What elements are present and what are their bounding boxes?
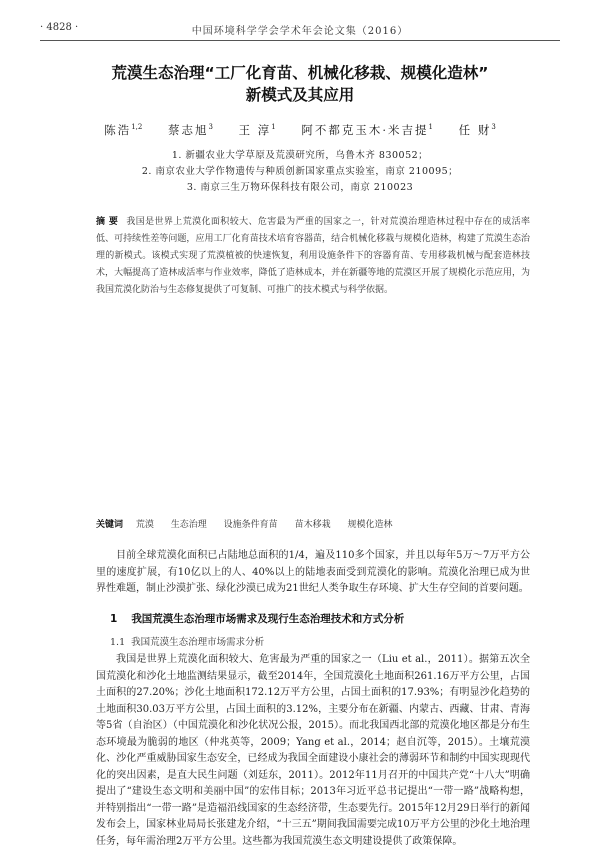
body-paragraph: 我国是世界上荒漠化面积较大、危害最为严重的国家之一（Liu et al.，2011）。据第五次全国荒漠化和沙化土地监测结果显示，截至2014年，全国荒漠化土地面积261.16万平方公里，占国土面积的27.20%；沙化土地面积172.12万平方公里，占国土面积的17.93%；有明显沙化趋势的土地面积30.03万平方公里，占国土面积的3.12%，主要分布在新疆、内蒙古、西藏、甘肃、青海等5省（自治区）（中国荒漠化和沙化状况公报，2015）。而北我国西北部的荒漠化地区都是分布生态环境最为脆弱的地区（仲兆英等，2009；Yang et al.，2014；赵自沉等，2015）。土壤荒漠化、沙化严重威胁国家生态安全，已经成为我国全面建设小康社会的薄弱环节和制约中国实现现代化的突出因素，是直大民生问题（刘廷东，2011）。2012年11月召开的中国共产党“十八大”明确提出了“建设生态文明和美丽中国”的宏伟目标；2013年习近平总书记提出“一带一路”战略构想，并特别指出“一带一路”是造福沿线国家的生态经济带，生态要先行。2015年12月29日举行的新闻发布会上，国家林业局局长张建龙介绍，“十三五”期间我国需要完成10万平方公里的沙化土地治理任务，每年需治理2万平方公里。这些都为我国荒漠生态文明建设提供了政策保障。 [96,654,530,847]
keyword: 规模化造林 [347,520,393,530]
journal-title: 中国环境科学学会学术年会论文集（2016） [191,26,409,37]
affiliations [40,148,560,196]
abstract-text: 我国是世界上荒漠化面积较大、危害最为严重的国家之一，针对荒漠治理造林过程中存在的成活率低、可持续性差等问题，应用工厂化育苗技术培育容器苗，结合机械化移栽与规模化造林，构建了荒漠生态治理的新模式。该模式实现了荒漠植被的快速恢复，利用设施条件下的容器育苗、专用移栽机械与配套造林技术，大幅提高了造林成活率与作业效率，降低了造林成本，并在新疆等地的荒漠区开展了规模化示范应用，为我国荒漠化防治与生态修复提供了可复制、可推广的技术模式与科学依据。 [96,217,530,295]
subsection-title: 我国荒漠生态治理市场需求分析 [131,637,265,648]
paper-title [40,62,560,106]
author-list [40,122,560,138]
abstract [96,214,530,299]
abstract-label: 摘 要 [96,217,119,227]
page-number: · 4828 · [40,22,79,33]
author: 陈浩$^{1,2}$ [104,123,143,137]
author: 阿不都克玉木·米吉提$^1$ [301,123,434,137]
affiliation: 2. 南京农业大学作物遗传与种质创新国家重点实验室，南京 210095； [141,166,459,177]
keyword: 设施条件育苗 [223,520,278,530]
header-rule [40,40,560,41]
keywords [96,517,530,530]
affiliation: 3. 南京三生万物环保科技有限公司，南京 210023 [186,182,414,193]
affiliation: 1. 新疆农业大学草原及荒漠研究所，乌鲁木齐 830052； [171,150,429,161]
section-heading [110,611,530,626]
section-title: 我国荒漠生态治理市场需求及现行生态治理技术和方式分析 [131,613,405,625]
author: 王 淳$^1$ [238,123,276,137]
subsection-heading [110,634,530,648]
keywords-label: 关键词 [96,520,124,530]
author: 蔡志旭$^3$ [167,123,213,137]
keyword: 荒漠 [135,520,154,530]
author: 任 财$^3$ [458,123,496,137]
keyword: 生态治理 [170,520,207,530]
page-header [40,22,560,38]
paper-title-line1: 荒漠生态治理“工厂化育苗、机械化移栽、规模化造林” [111,64,489,82]
keyword: 苗木移栽 [294,520,331,530]
subsection-number: 1.1 [110,637,126,648]
paper-title-line2: 新模式及其应用 [245,86,355,104]
intro-paragraph: 目前全球荒漠化面积已占陆地总面积的1/4，遍及110多个国家，并且以每年5万～7万平方公里的速度扩展，有10亿以上的人、40%以上的陆地表面受到荒漠化的影响。荒漠化治理已成为世界性难题，制止沙漠扩张、绿化沙漠已成为21世纪人类争取生存环境、扩大生存空间的首要问题。 [96,550,530,594]
section-number: 1 [110,613,118,625]
